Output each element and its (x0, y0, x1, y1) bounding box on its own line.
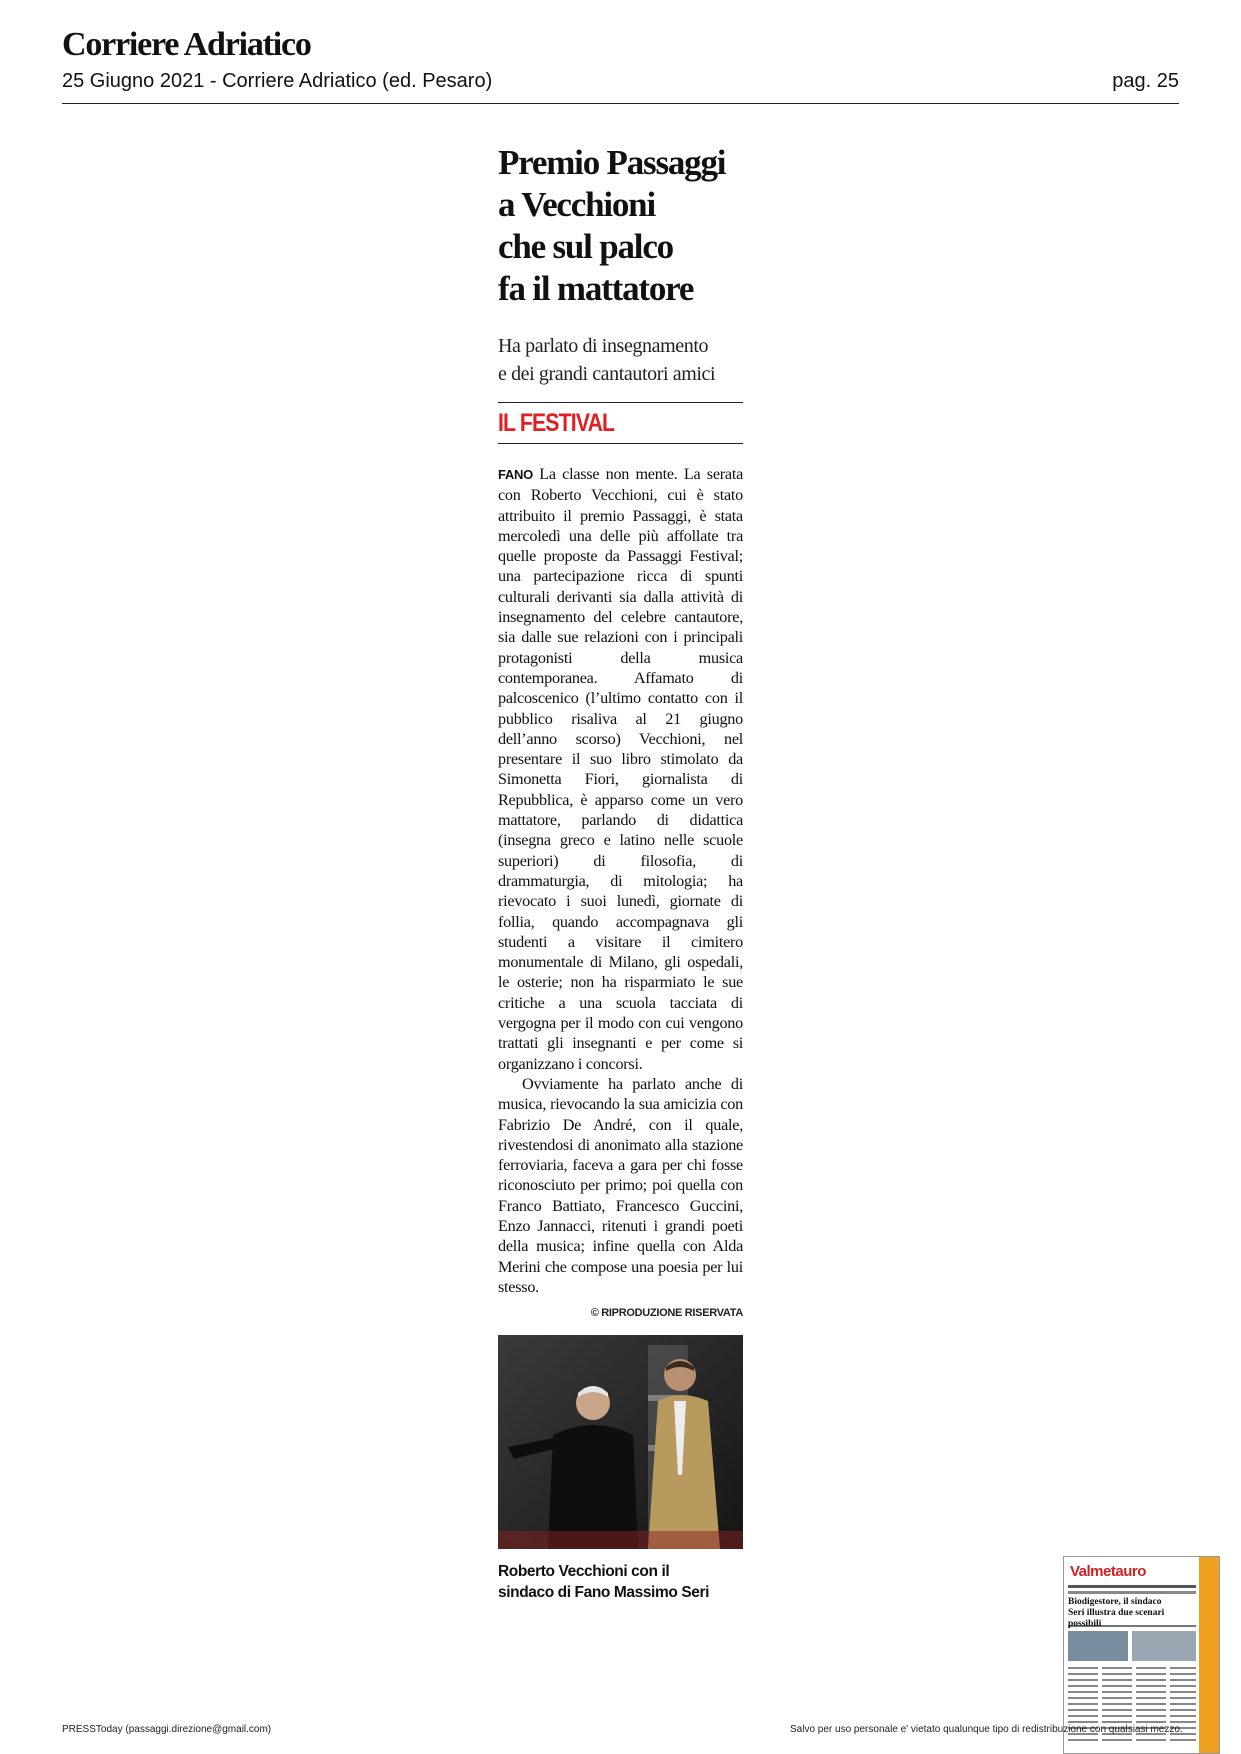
footer-disclaimer: Salvo per uso personale e' vietato qualunque tipo di redistribuzione con qualsiasi mezzo. (790, 1724, 1183, 1735)
thumbnail-headline: Biodigestore, il sindaco Seri illustra due scenari possibili (1068, 1597, 1165, 1629)
caption-line: sindaco di Fano Massimo Seri (498, 1584, 710, 1602)
copyright-notice: © RIPRODUZIONE RISERVATA (590, 1307, 743, 1320)
subheadline (498, 332, 743, 388)
page-header (62, 70, 1179, 104)
headline-line: che sul palco (498, 227, 673, 266)
headline-line: fa il mattatore (498, 269, 694, 308)
photo-caption (498, 1561, 743, 1603)
headline-line: Premio Passaggi (498, 143, 726, 182)
headline (498, 142, 743, 310)
article-photo (498, 1335, 743, 1549)
photo-illustration (498, 1335, 743, 1549)
section-bar (498, 402, 743, 444)
edition-info: 25 Giugno 2021 - Corriere Adriatico (ed. Pesaro) (62, 70, 493, 92)
footer-source: PRESSToday (passaggi.direzione@gmail.com) (62, 1724, 272, 1735)
headline-line: a Vecchioni (498, 185, 655, 224)
article (498, 142, 743, 1603)
thumbnail-section: Valmetauro (1070, 1563, 1146, 1580)
body-paragraph (498, 464, 743, 1074)
article-body (498, 464, 743, 1297)
subhead-line: Ha parlato di insegnamento (498, 335, 709, 357)
paragraph-text: La classe non mente. La serata con Roberto Vecchioni, cui è stato attribuito il premio Passaggi, è stata mercoledì una delle più affollate tra quelle proposte da Passaggi Festival; una partecipazione ricca di spunti culturali derivanti sia dalla attività di insegnamento del celebre cantautore, sia dalle sue relazioni con i principali protagonisti della musica contemporanea. Affamato di palcoscenico (l’ultimo contatto con il pubblico risaliva al 21 giugno dell’anno scorso) Vecchioni, nel presentare il suo libro stimolato da Simonetta Fiori, giornalista di Repubblica, è apparso come un vero mattatore, parlando di didattica (insegna greco e latino nelle scuole superiori) di filosofia, di drammaturgia, di mitologia; ha rievocato i suoi lunedì, giornate di follia, quando accompagnava gli studenti a visitare il cimitero monumentale di Milano, gli ospedali, le osterie; non ha risparmiato le sue critiche a una scuola tacciata di vergogna per il modo con cui vengono trattati gli insegnanti e per come si organizzano i concorsi. (498, 465, 744, 1073)
section-label: IL FESTIVAL (498, 408, 615, 437)
caption-line: Roberto Vecchioni con il (498, 1563, 670, 1581)
page-number: pag. 25 (1112, 70, 1179, 92)
masthead: Corriere Adriatico (62, 26, 311, 63)
body-paragraph: Ovviamente ha parlato anche di musica, rievocando la sua amicizia con Fabrizio De André, con il quale, rivestendosi di anonimato alla stazione ferroviaria, faceva a gara per chi fosse riconosciuto per primo; poi quella con Franco Battiato, Francesco Guccini, Enzo Jannacci, ritenuti i grandi poeti della musica; infine quella con Alda Merini che compose una poesia per lui stesso. (498, 1074, 743, 1296)
dateline: FANO (498, 467, 533, 482)
subhead-line: e dei grandi cantautori amici (498, 363, 716, 385)
